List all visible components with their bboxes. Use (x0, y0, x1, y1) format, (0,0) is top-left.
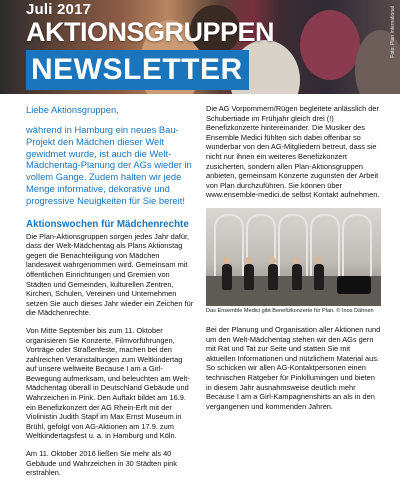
newsletter-subtitle: NEWSLETTER (26, 50, 249, 90)
body-paragraph: Am 11. Oktober 2016 ließen Sie mehr als 40 Gebäude und Wahrzeichen in 30 Städten pink erstrahlen. (26, 449, 177, 478)
greeting: Liebe Aktionsgruppen, (26, 104, 119, 115)
header-photo (0, 0, 400, 94)
intro-paragraph: während in Hamburg ein neues Bau-Projekt den Mädchen dieser Welt gewidmet wurde, ist auch die Welt-Mädchentag-Planung der AGs wieder in vollem Gange. Zudem halten wir jede Menge informative, dekorative und progressive Neuigkeiten für Sie bereit! (26, 124, 192, 206)
photo-credit: Foto: Plan International (390, 6, 396, 58)
body-paragraph: Bei der Planung und Organisation aller Aktionen rund um den Welt-Mädchentag stehen wir den AGs gern mit Rat und Tat zur Seite und statten Sie mit aktuellen Informationen und nützlichem Material aus. So schicken wir allen AG-Kontaktpersonen einen technischen Ratgeber für Pinkillumingen und bieten in diesem Jahr ausnahmsweise deutlich mehr Because I am a Girl-Kampagnenshirts an als in den vergangenen und kommenden Jahren. (206, 324, 381, 411)
photo-caption: Das Ensemble Medici gibt Benefizkonzerte für Plan. © Inos Dähnen (206, 307, 374, 314)
body-paragraph: Von Mitte September bis zum 11. Oktober organisieren Sie Konzerte, Filmvorführungen, Vorträge oder Straßenfeste, machen bei den zahlreichen Veranstaltungen zum Weltkindertag auf unsere weltweite Because I am a Girl-Bewegung aufmerksam, und beleuchten am Welt-Mädchentag überall in Deutschland Gebäude und Wahrzeichen in Pink. Den Auftakt bildet am 16.9. ein Benefizkonzert der AG Rhein-Erft mit der Violinistin Judith Stapf im Max Ernst Museum in Brühl, gefolgt von AG-Aktionen am 17.9. zum Weltkindertagsfest u. a. in Hamburg und Köln. (26, 325, 190, 441)
body-paragraph: Die Plan-Aktionsgruppen sorgen jedes Jahr dafür, dass der Welt-Mädchentag als Plans Aktionstag gegen die Benachteiligung von Mädchen landesweit wahrgenommen wird. Gemeinsam mit öffentlichen Einrichtungen und Gremien von Städten und Gemeinden, kulturellen Zentren, Kirchen, Schulen, Vereinen und Unternehmen setzen Sie auch dieses Jahr wieder ein Zeichen für die Mädchenrechte. (26, 231, 194, 318)
newsletter-title: AKTIONSGRUPPEN (26, 17, 275, 47)
ensemble-photo (206, 208, 381, 306)
body-paragraph: Die AG Vorpommern/Rügen begleitete anlässlich der Schubertiade im Frühjahr gleich drei (!) Benefizkonzerte hintereinander. Die Musiker des Ensemble Medici fühlten sich dabei offenbar so wunderbar von den AG-Mitgliedern betreut, dass sie nicht nur ihnen ein weiteres Benefizkonzert zusicherten, sondern allen Plan-Aktionsgruppen anbieten, gemeinsam Konzerte zugunsten der Arbeit von Plan durchzuführen. Sie können über www.ensemble-medici.de selbst Kontakt aufnehmen. (206, 104, 380, 200)
right-column (206, 104, 381, 419)
left-column (26, 104, 194, 486)
section-title: Aktionswochen für Mädchenrechte (26, 218, 189, 230)
issue-date: Juli 2017 (26, 1, 92, 18)
